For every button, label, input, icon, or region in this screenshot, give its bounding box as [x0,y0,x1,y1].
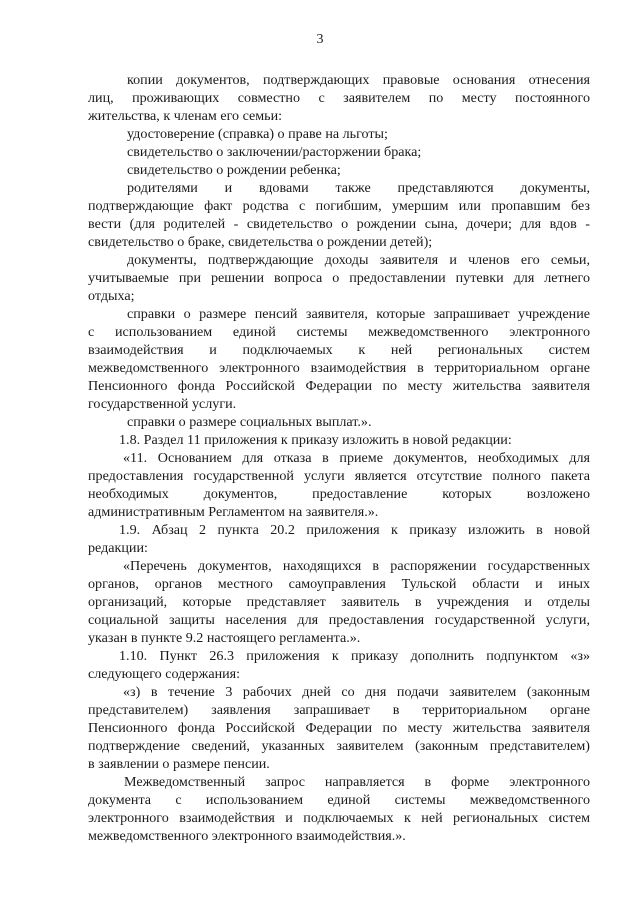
text-line: 1.10. Пункт 26.3 приложения к приказу дополнить подпунктом «з» [119,648,590,664]
text-line: государственной услуги. [88,396,237,412]
text-line: редакции: [88,540,148,556]
text-line: с использованием единой системы межведомственного электронного [88,324,590,340]
text-line: межведомственного электронного взаимодействия.». [88,828,406,844]
text-line: подтверждение сведений, указанных заявителем (законным представителем) [88,738,590,754]
text-line: следующего содержания: [88,666,241,682]
text-line: взаимодействия и подключаемых к ней региональных систем [88,342,590,358]
text-line: представителем) заявления запрашивает в территориальном органе [88,702,590,718]
text-line: подтверждающие факт родства с погибшим, умершим или пропавшим без [88,198,590,214]
text-line: удостоверение (справка) о праве на льготы; [127,126,388,142]
text-line: справки о размере пенсий заявителя, которые запрашивает учреждение [127,306,590,322]
text-line: Пенсионного фонда Российской Федерации по месту жительства заявителя [88,378,590,394]
text-line: межведомственного электронного взаимодействия в территориальном органе [88,360,590,376]
text-line: вести (для родителей - свидетельство о рождении сына, дочери; для вдов - [88,216,590,232]
text-line: «з) в течение 3 рабочих дней со дня подачи заявителем (законным [123,684,590,700]
text-line: указан в пункте 9.2 настоящего регламента.». [88,630,361,646]
text-line: отдыха; [88,288,135,304]
text-line: лиц, проживающих совместно с заявителем по месту постоянного [88,90,590,106]
text-line: административным Регламентом на заявителя.». [88,504,379,520]
text-line: «11. Основанием для отказа в приеме документов, необходимых для [123,450,590,466]
text-line: свидетельство о браке, свидетельства о рождении детей); [88,234,433,250]
text-line: учитываемые при решении вопроса о предоставлении путевки для летнего [88,270,590,286]
text-line: свидетельство о заключении/расторжении брака; [127,144,422,160]
text-line: жительства, к членам его семьи: [88,108,283,124]
text-line: копии документов, подтверждающих правовые основания отнесения [127,72,590,88]
text-line: социальной защиты населения для предоставления государственной услуги, [88,612,590,628]
text-line: справки о размере социальных выплат.». [127,414,372,430]
text-line: организаций, которые представляет заявитель в учреждения и отделы [88,594,590,610]
text-line: Межведомственный запрос направляется в форме электронного [124,774,590,790]
text-line: органов, органов местного самоуправления Тульской области и иных [88,576,590,592]
page-number: 3 [316,32,324,47]
text-line: 1.9. Абзац 2 пункта 20.2 приложения к приказу изложить в новой [119,522,590,538]
text-line: документа с использованием единой системы межведомственного [88,792,590,808]
text-line: электронного взаимодействия и подключаемых к ней региональных систем [88,810,590,826]
text-line: необходимых документов, предоставление которых возложено [88,486,590,502]
text-line: Пенсионного фонда Российской Федерации по месту жительства заявителя [88,720,590,736]
text-line: свидетельство о рождении ребенка; [127,162,341,178]
text-line: родителями и вдовами также представляются документы, [127,180,590,196]
text-line: 1.8. Раздел 11 приложения к приказу изложить в новой редакции: [119,432,512,448]
text-line: предоставления государственной услуги является отсутствие полного пакета [88,468,590,484]
text-line: «Перечень документов, находящихся в распоряжении государственных [123,558,590,574]
text-line: документы, подтверждающие доходы заявителя и членов его семьи, [127,252,590,268]
text-line: в заявлении о размере пенсии. [88,756,270,772]
